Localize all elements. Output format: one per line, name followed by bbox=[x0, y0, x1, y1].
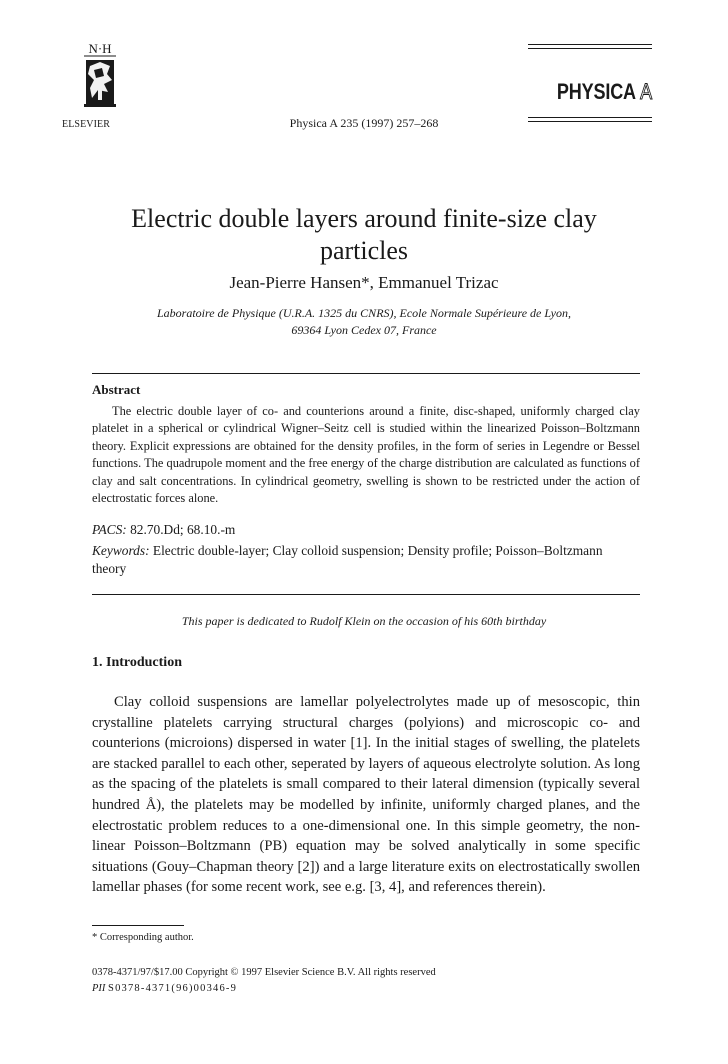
footnote-corresponding-author: * Corresponding author. bbox=[92, 932, 194, 943]
header-rule-bottom-1 bbox=[528, 117, 652, 118]
header-rule-bottom-2 bbox=[528, 121, 652, 122]
pii-value: S0378-4371(96)00346-9 bbox=[108, 983, 238, 994]
copyright-line: 0378-4371/97/$17.00 Copyright © 1997 Elsevier Science B.V. All rights reserved bbox=[92, 967, 436, 978]
pacs-label: PACS: bbox=[92, 522, 127, 537]
affiliation-line-2: 69364 Lyon Cedex 07, France bbox=[291, 323, 437, 337]
footnote-rule bbox=[92, 925, 184, 926]
section-heading-introduction: 1. Introduction bbox=[92, 655, 182, 670]
keywords-label: Keywords: bbox=[92, 543, 150, 558]
publisher-name: ELSEVIER bbox=[62, 119, 111, 130]
header-rule-top-2 bbox=[528, 48, 652, 49]
author-affiliation bbox=[100, 305, 628, 339]
keywords-line bbox=[92, 542, 640, 578]
logo-monogram: N·H bbox=[88, 41, 112, 56]
journal-logo-letter: A bbox=[640, 79, 652, 104]
dedication: This paper is dedicated to Rudolf Klein on the occasion of his 60th birthday bbox=[181, 614, 547, 628]
pii-label: PII bbox=[92, 983, 106, 994]
elsevier-tree-logo bbox=[74, 40, 126, 112]
keywords-value: Electric double-layer; Clay colloid suspension; Density profile; Poisson–Boltzmann theory bbox=[92, 543, 603, 576]
introduction-paragraph: Clay colloid suspensions are lamellar polyelectrolytes made up of mesoscopic, thin crystalline platelets carrying structural charges (polyions) and microscopic co- and counterions (microions) dispersed in water [1]. In the initial stages of swelling, the platelets are stacked parallel to each other, seperated by layers of aqueous electrolyte solution. As long as the spacing of the platelets is small compared to their lateral dimension (typically several hundred Å), the platelets may be modelled by infinite, uniformly charged planes, and the electrostatic problem reduces to a one-dimensional one. In this simple geometry, the non-linear Poisson–Boltzmann (PB) equation may be solved analytically in some specific situations (Gouy–Chapman theory [2]) and a large literature exits on electrostatically swollen lamellar phases (for some recent work, see e.g. [3, 4], and references therein). bbox=[92, 694, 640, 896]
abstract-heading: Abstract bbox=[92, 382, 141, 397]
abstract-body: The electric double layer of co- and counterions around a finite, disc-shaped, uniformly charged clay platelet in a spherical or cylindrical Wigner–Seitz cell is studied within the linearized Poisson–Boltzmann theory. Explicit expressions are obtained for the density profiles, in the form of series in Legendre or Bessel functions. The quadrupole moment and the free energy of the charge distribution are calculated as functions of clay and salt concentrations. In cylindrical geometry, swelling is shown to be restricted under the action of electrostatic forces alone. bbox=[92, 404, 640, 506]
article-title: Electric double layers around finite-size clay particles bbox=[131, 204, 597, 265]
journal-logo-word: PHYSICA bbox=[556, 79, 636, 104]
pacs-value: 82.70.Dd; 68.10.-m bbox=[130, 522, 236, 537]
pacs-line bbox=[92, 522, 235, 538]
pii-line bbox=[92, 983, 237, 994]
abstract-rule-bottom bbox=[92, 594, 640, 595]
affiliation-line-1: Laboratoire de Physique (U.R.A. 1325 du CNRS), Ecole Normale Supérieure de Lyon, bbox=[156, 306, 572, 320]
article-authors: Jean-Pierre Hansen*, Emmanuel Trizac bbox=[229, 273, 499, 292]
journal-logo bbox=[557, 79, 652, 105]
header-rule-top-1 bbox=[528, 44, 652, 45]
journal-citation: Physica A 235 (1997) 257–268 bbox=[289, 116, 439, 130]
abstract-rule-top bbox=[92, 373, 640, 374]
